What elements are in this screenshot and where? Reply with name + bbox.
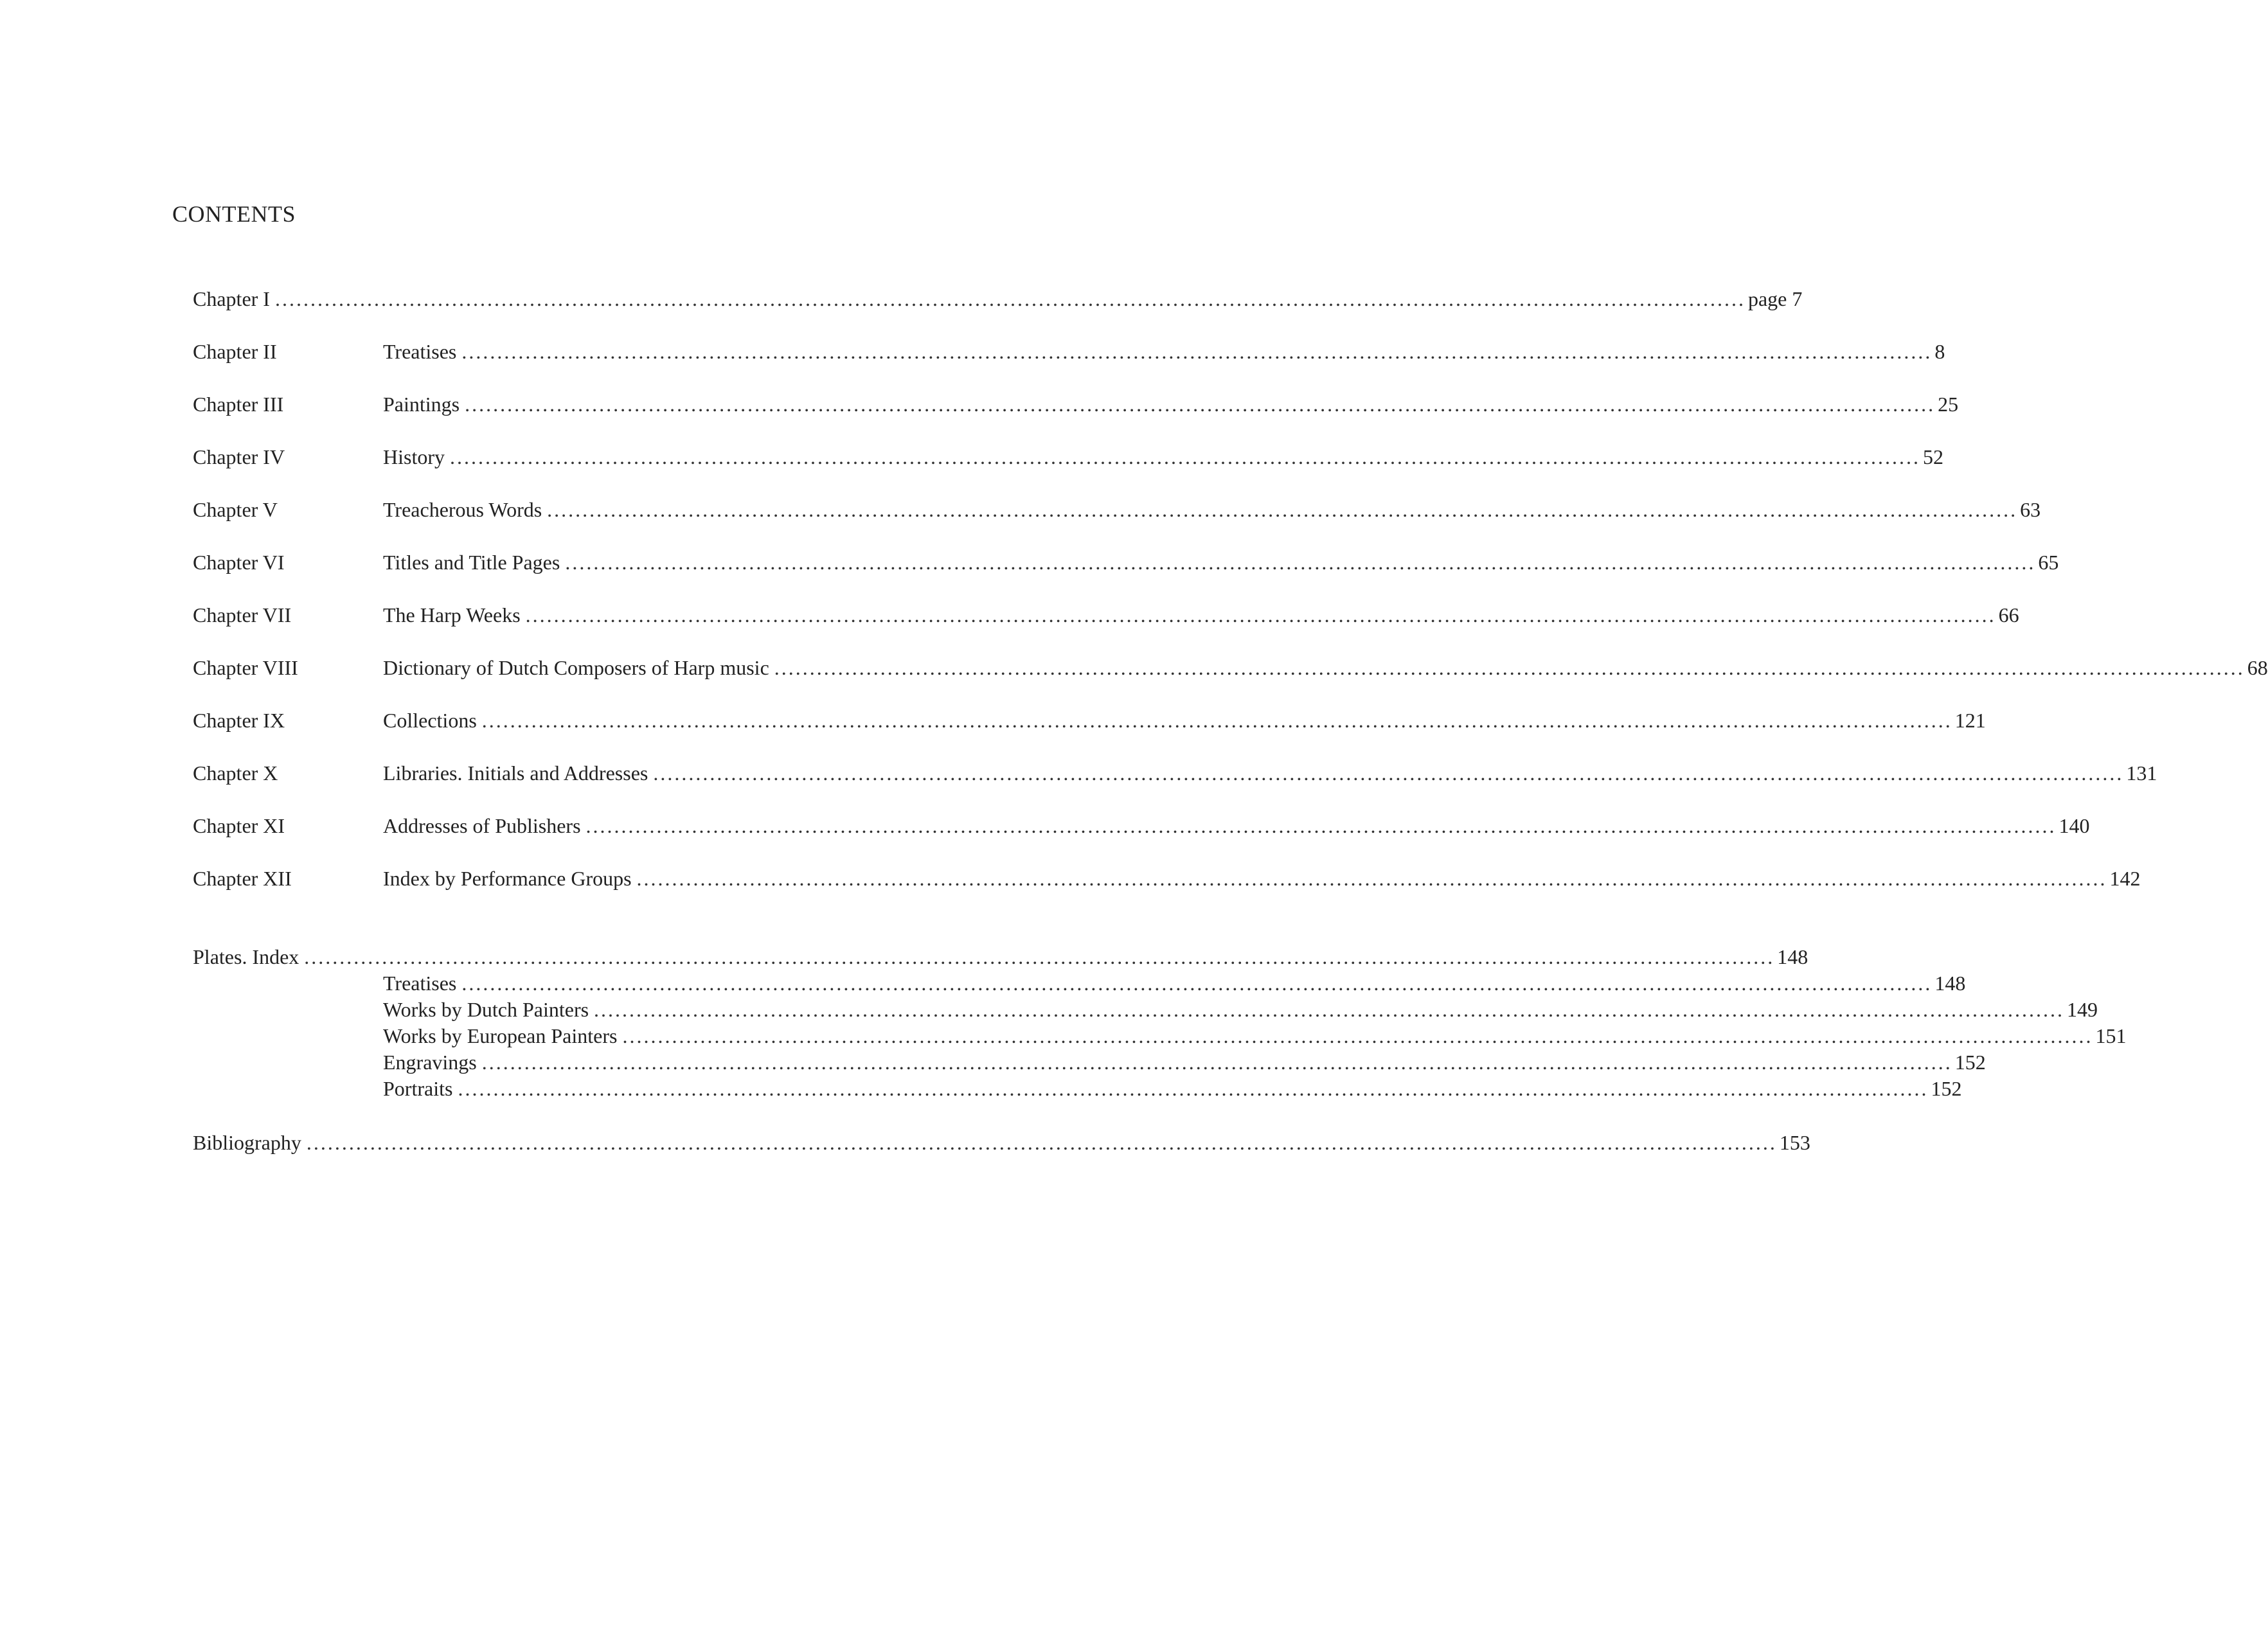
dot-leader: ................................................................................................................................................................................................................ bbox=[774, 656, 2245, 679]
toc-leader-row bbox=[383, 706, 1986, 734]
toc-leader-row bbox=[383, 969, 1966, 997]
toc-leader-row bbox=[383, 337, 1945, 366]
toc-leader-row bbox=[383, 1048, 1986, 1076]
toc-leader-row bbox=[193, 1128, 1810, 1157]
dot-leader: ................................................................................................................................................................................................................ bbox=[458, 1077, 1929, 1100]
toc-entry-chapter-1[interactable] bbox=[193, 285, 1803, 313]
toc-entry-chapter-12[interactable] bbox=[193, 864, 2141, 893]
page-number: 121 bbox=[1952, 706, 1986, 734]
toc-leader-row bbox=[383, 1074, 1962, 1103]
page-number: 66 bbox=[1996, 601, 2019, 629]
toc-leader-row bbox=[383, 654, 2268, 682]
dot-leader: ................................................................................................................................................................................................................ bbox=[525, 603, 1996, 627]
toc-subentry-plates[interactable] bbox=[193, 969, 1966, 997]
toc-leader-row bbox=[383, 495, 2041, 524]
toc-entry-plates-index[interactable] bbox=[193, 943, 1808, 971]
chapter-label: Chapter VIII bbox=[193, 656, 298, 679]
dot-leader: ................................................................................................................................................................................................................ bbox=[636, 867, 2107, 890]
toc-leader-row bbox=[383, 995, 2098, 1024]
subentry-title: Works by European Painters bbox=[383, 1022, 622, 1050]
dot-leader: ................................................................................................................................................................................................................ bbox=[481, 1051, 1952, 1074]
section-label: Bibliography bbox=[193, 1128, 307, 1157]
subentry-title: Engravings bbox=[383, 1048, 482, 1076]
chapter-label: Chapter XII bbox=[193, 867, 292, 890]
toc-entry-chapter-9[interactable] bbox=[193, 706, 1986, 734]
page-number: 148 bbox=[1774, 943, 1808, 971]
page-number: 148 bbox=[1932, 969, 1965, 997]
page-number: 152 bbox=[1928, 1074, 1961, 1103]
toc-leader-row bbox=[383, 548, 2059, 576]
toc-leader-row bbox=[383, 443, 1943, 471]
page-number: 131 bbox=[2123, 759, 2157, 787]
chapter-label: Chapter VI bbox=[193, 551, 285, 574]
page-number: 8 bbox=[1932, 337, 1945, 366]
toc-leader-row bbox=[383, 759, 2157, 787]
dot-leader: ................................................................................................................................................................................................................ bbox=[465, 393, 1936, 416]
dot-leader: ................................................................................................................................................................................................................ bbox=[653, 761, 2124, 785]
toc-leader-row bbox=[383, 601, 2019, 629]
page-title: CONTENTS bbox=[172, 201, 296, 227]
subentry-title: Works by Dutch Painters bbox=[383, 995, 594, 1024]
toc-leader-row bbox=[383, 390, 1959, 418]
page-number: 149 bbox=[2064, 995, 2098, 1024]
toc-leader-row bbox=[193, 943, 1808, 971]
toc-entry-chapter-6[interactable] bbox=[193, 548, 2059, 576]
dot-leader: ................................................................................................................................................................................................................ bbox=[585, 814, 2057, 837]
toc-entry-chapter-3[interactable] bbox=[193, 390, 1959, 418]
toc-entry-bibliography[interactable] bbox=[193, 1128, 1810, 1157]
chapter-label: Chapter V bbox=[193, 498, 278, 521]
chapter-title: Libraries. Initials and Addresses bbox=[383, 759, 653, 787]
toc-entry-chapter-2[interactable] bbox=[193, 337, 1945, 366]
page-number: 63 bbox=[2017, 495, 2040, 524]
page-number: 65 bbox=[2035, 548, 2058, 576]
dot-leader: ................................................................................................................................................................................................................ bbox=[565, 551, 2036, 574]
chapter-title: The Harp Weeks bbox=[383, 601, 526, 629]
chapter-title: Collections bbox=[383, 706, 482, 734]
section-label: Plates. Index bbox=[193, 943, 304, 971]
subentry-title: Treatises bbox=[383, 969, 461, 997]
dot-leader: ................................................................................................................................................................................................................ bbox=[306, 1131, 1777, 1154]
chapter-label: Chapter I bbox=[193, 285, 275, 313]
toc-subentry-plates[interactable] bbox=[193, 995, 2098, 1024]
dot-leader: ................................................................................................................................................................................................................ bbox=[461, 340, 1933, 363]
dot-leader: ................................................................................................................................................................................................................ bbox=[274, 287, 1746, 310]
dot-leader: ................................................................................................................................................................................................................ bbox=[594, 998, 2065, 1021]
chapter-label: Chapter VII bbox=[193, 603, 292, 627]
toc-leader-row bbox=[383, 1022, 2127, 1050]
chapter-label: Chapter III bbox=[193, 393, 284, 416]
page-number: 153 bbox=[1777, 1128, 1810, 1157]
toc-entry-chapter-5[interactable] bbox=[193, 495, 2041, 524]
toc-entry-chapter-11[interactable] bbox=[193, 812, 2090, 840]
chapter-title: Addresses of Publishers bbox=[383, 812, 586, 840]
dot-leader: ................................................................................................................................................................................................................ bbox=[622, 1024, 2093, 1047]
page-number: 52 bbox=[1920, 443, 1943, 471]
dot-leader: ................................................................................................................................................................................................................ bbox=[481, 709, 1952, 732]
page-number: page 7 bbox=[1746, 285, 1802, 313]
subentry-title: Portraits bbox=[383, 1074, 458, 1103]
page-number: 25 bbox=[1935, 390, 1958, 418]
chapter-title: Paintings bbox=[383, 390, 465, 418]
chapter-title: Treacherous Words bbox=[383, 495, 547, 524]
chapter-label: Chapter IV bbox=[193, 445, 285, 468]
toc-entry-chapter-7[interactable] bbox=[193, 601, 2019, 629]
dot-leader: ................................................................................................................................................................................................................ bbox=[304, 945, 1775, 968]
toc-subentry-plates[interactable] bbox=[193, 1048, 1986, 1076]
toc-leader-row bbox=[383, 812, 2090, 840]
chapter-title: History bbox=[383, 443, 450, 471]
toc-subentry-plates[interactable] bbox=[193, 1022, 2127, 1050]
toc-subentry-plates[interactable] bbox=[193, 1074, 1962, 1103]
dot-leader: ................................................................................................................................................................................................................ bbox=[547, 498, 2018, 521]
toc-leader-row bbox=[193, 285, 1803, 313]
chapter-title: Dictionary of Dutch Composers of Harp music bbox=[383, 654, 774, 682]
toc-leader-row bbox=[383, 864, 2141, 893]
toc-entry-chapter-8[interactable] bbox=[193, 654, 2268, 682]
page-number: 140 bbox=[2057, 812, 2090, 840]
chapter-title: Titles and Title Pages bbox=[383, 548, 565, 576]
chapter-label: Chapter IX bbox=[193, 709, 285, 732]
page-number: 151 bbox=[2093, 1022, 2126, 1050]
page-number: 142 bbox=[2107, 864, 2141, 893]
chapter-label: Chapter XI bbox=[193, 814, 285, 837]
page-number: 152 bbox=[1952, 1048, 1986, 1076]
chapter-title: Treatises bbox=[383, 337, 461, 366]
toc-entry-chapter-4[interactable] bbox=[193, 443, 1943, 471]
dot-leader: ................................................................................................................................................................................................................ bbox=[461, 972, 1933, 995]
chapter-label: Chapter X bbox=[193, 761, 278, 785]
page-number: 68 bbox=[2245, 654, 2268, 682]
chapter-title: Index by Performance Groups bbox=[383, 864, 637, 893]
chapter-label: Chapter II bbox=[193, 340, 277, 363]
toc-entry-chapter-10[interactable] bbox=[193, 759, 2157, 787]
dot-leader: ................................................................................................................................................................................................................ bbox=[450, 445, 1920, 468]
